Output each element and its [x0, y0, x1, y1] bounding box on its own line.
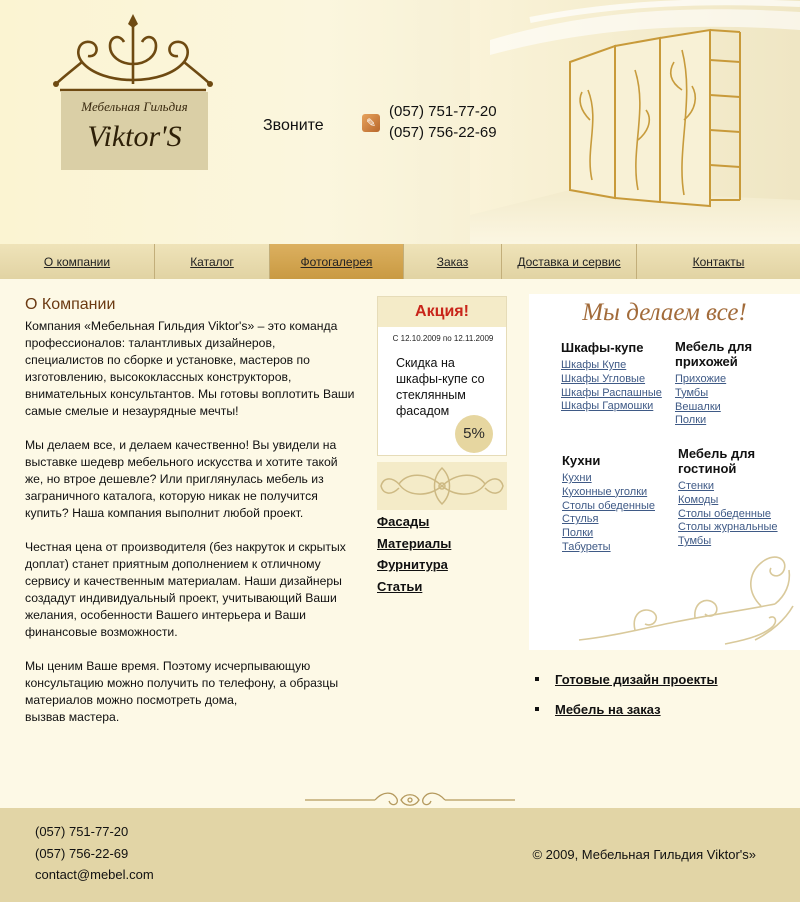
bullet-label: Готовые дизайн проекты — [555, 671, 718, 687]
catalog-card-title: Мы делаем все! — [582, 299, 747, 326]
link-hardware[interactable]: Фурнитура — [377, 557, 448, 572]
logo-subtitle: Мебельная Гильдия — [81, 99, 188, 114]
link-facades[interactable]: Фасады — [377, 514, 430, 529]
floral-ornament — [305, 789, 515, 811]
category-wardrobes — [561, 340, 662, 414]
nav-contacts[interactable]: Контакты — [692, 254, 745, 269]
bullet-icon — [535, 707, 539, 711]
phone-icon: ✎ — [362, 114, 380, 132]
category-link[interactable]: Стенки — [678, 480, 715, 492]
link-materials[interactable]: Материалы — [377, 535, 452, 551]
category-link[interactable]: Шкафы Угловые — [561, 372, 646, 385]
footer-copyright: © 2009, Мебельная Гильдия Viktor's» — [532, 847, 756, 862]
category-hallway — [675, 339, 785, 428]
wardrobe-room-illustration — [470, 0, 800, 244]
logo-ornament — [52, 14, 214, 94]
category-link[interactable]: Шкафы Распашные — [561, 386, 662, 399]
link-custom-furniture[interactable] — [535, 694, 718, 724]
category-link[interactable]: Кухонные уголки — [562, 485, 648, 498]
link-design-projects[interactable] — [535, 664, 718, 694]
category-link[interactable]: Тумбы — [678, 535, 712, 548]
header-phone-2: (057) 756-22-69 — [389, 124, 497, 141]
main-nav — [0, 244, 800, 279]
promo-title: Акция! — [378, 297, 506, 327]
about-paragraph: Мы ценим Ваше время. Поэтому исчерпывающую консультацию можно получить по телефону, а образцы материалов можно посмотреть дома, вызвав мастера. — [25, 659, 339, 724]
about-paragraph: Честная цена от производителя (без накруток и скрытых доплат) станет приятным дополнением к отличному сервису и качественным материалам. Наши дизайнеры создадут индивидуальный проект, учитывающий Ваши желания, особенности Вашего интерьера и Ваши финансовые возможности. — [25, 540, 346, 639]
bullet-label: Мебель на заказ — [555, 701, 661, 717]
nav-delivery[interactable]: Доставка и сервис — [502, 244, 637, 279]
logo-title: Viktor'S — [87, 120, 182, 153]
nav-about[interactable]: О компании — [0, 244, 155, 279]
floral-ornament — [377, 462, 507, 510]
bullet-icon — [535, 677, 539, 681]
promo-dates: С 12.10.2009 по 12.11.2009 — [392, 334, 494, 343]
category-link[interactable]: Комоды — [678, 493, 719, 506]
nav-order[interactable]: Заказ — [404, 244, 502, 279]
category-link[interactable]: Столы журнальные — [678, 521, 778, 534]
category-link[interactable]: Полки — [675, 414, 707, 427]
bullet-links — [535, 664, 718, 724]
category-title: Мебель для гостиной — [678, 446, 756, 476]
floral-ornament — [575, 540, 797, 646]
link-articles[interactable]: Статьи — [377, 578, 423, 594]
category-link[interactable]: Полки — [562, 527, 594, 540]
nav-catalog[interactable]: Каталог — [155, 244, 270, 279]
nav-gallery[interactable]: Фотогалерея — [270, 244, 404, 279]
about-paragraph: Компания «Мебельная Гильдия Viktor's» – это команда профессионалов: талантливых дизайнеров, специалистов по сборке и установке, мастеров по изготовлению, высококлассных конструкторов, внимательных консультантов. Мы готовы воплотить Ваши самые смелые и незаурядные мечты! — [25, 319, 355, 418]
promo-box[interactable] — [377, 296, 507, 456]
about-title: О Компании — [25, 296, 116, 313]
discount-badge: 5% — [455, 415, 493, 453]
category-title: Кухни — [562, 453, 601, 468]
header — [0, 0, 800, 244]
category-link[interactable]: Табуреты — [562, 540, 611, 553]
call-label: Звоните — [263, 117, 324, 134]
category-link[interactable]: Стулья — [562, 513, 599, 526]
footer-phone-2: (057) 756-22-69 — [35, 846, 129, 861]
side-links — [377, 514, 451, 600]
header-phone-1: (057) 751-77-20 — [389, 103, 497, 120]
category-link[interactable]: Шкафы Гармошки — [561, 400, 654, 413]
category-link[interactable]: Кухни — [562, 472, 592, 484]
promo-text: Скидка на шкафы-купе со стеклянным фасадом — [396, 356, 485, 418]
category-link[interactable]: Столы обеденные — [562, 499, 655, 512]
footer-phone-1: (057) 751-77-20 — [35, 824, 129, 839]
about-paragraph: Мы делаем все, и делаем качественно! Вы увидели на выставке шедевр мебельного искусства и хотите такой же, но втрое дешевле? Или приглянулась мебель из заграничного каталога, которую никак не получится купить? Наша компания выполнит любой проект. — [25, 438, 338, 520]
category-title: Мебель для прихожей — [675, 339, 753, 369]
category-link[interactable]: Шкафы Купе — [561, 359, 627, 371]
logo[interactable] — [61, 92, 208, 170]
about-text — [25, 318, 355, 743]
category-link[interactable]: Тумбы — [675, 386, 709, 399]
footer-email[interactable]: contact@mebel.com — [35, 867, 154, 882]
category-living-room — [678, 446, 788, 549]
category-title: Шкафы-купе — [561, 340, 644, 355]
category-link[interactable]: Столы обеденные — [678, 507, 771, 520]
category-link[interactable]: Прихожие — [675, 373, 727, 385]
category-link[interactable]: Вешалки — [675, 400, 721, 413]
